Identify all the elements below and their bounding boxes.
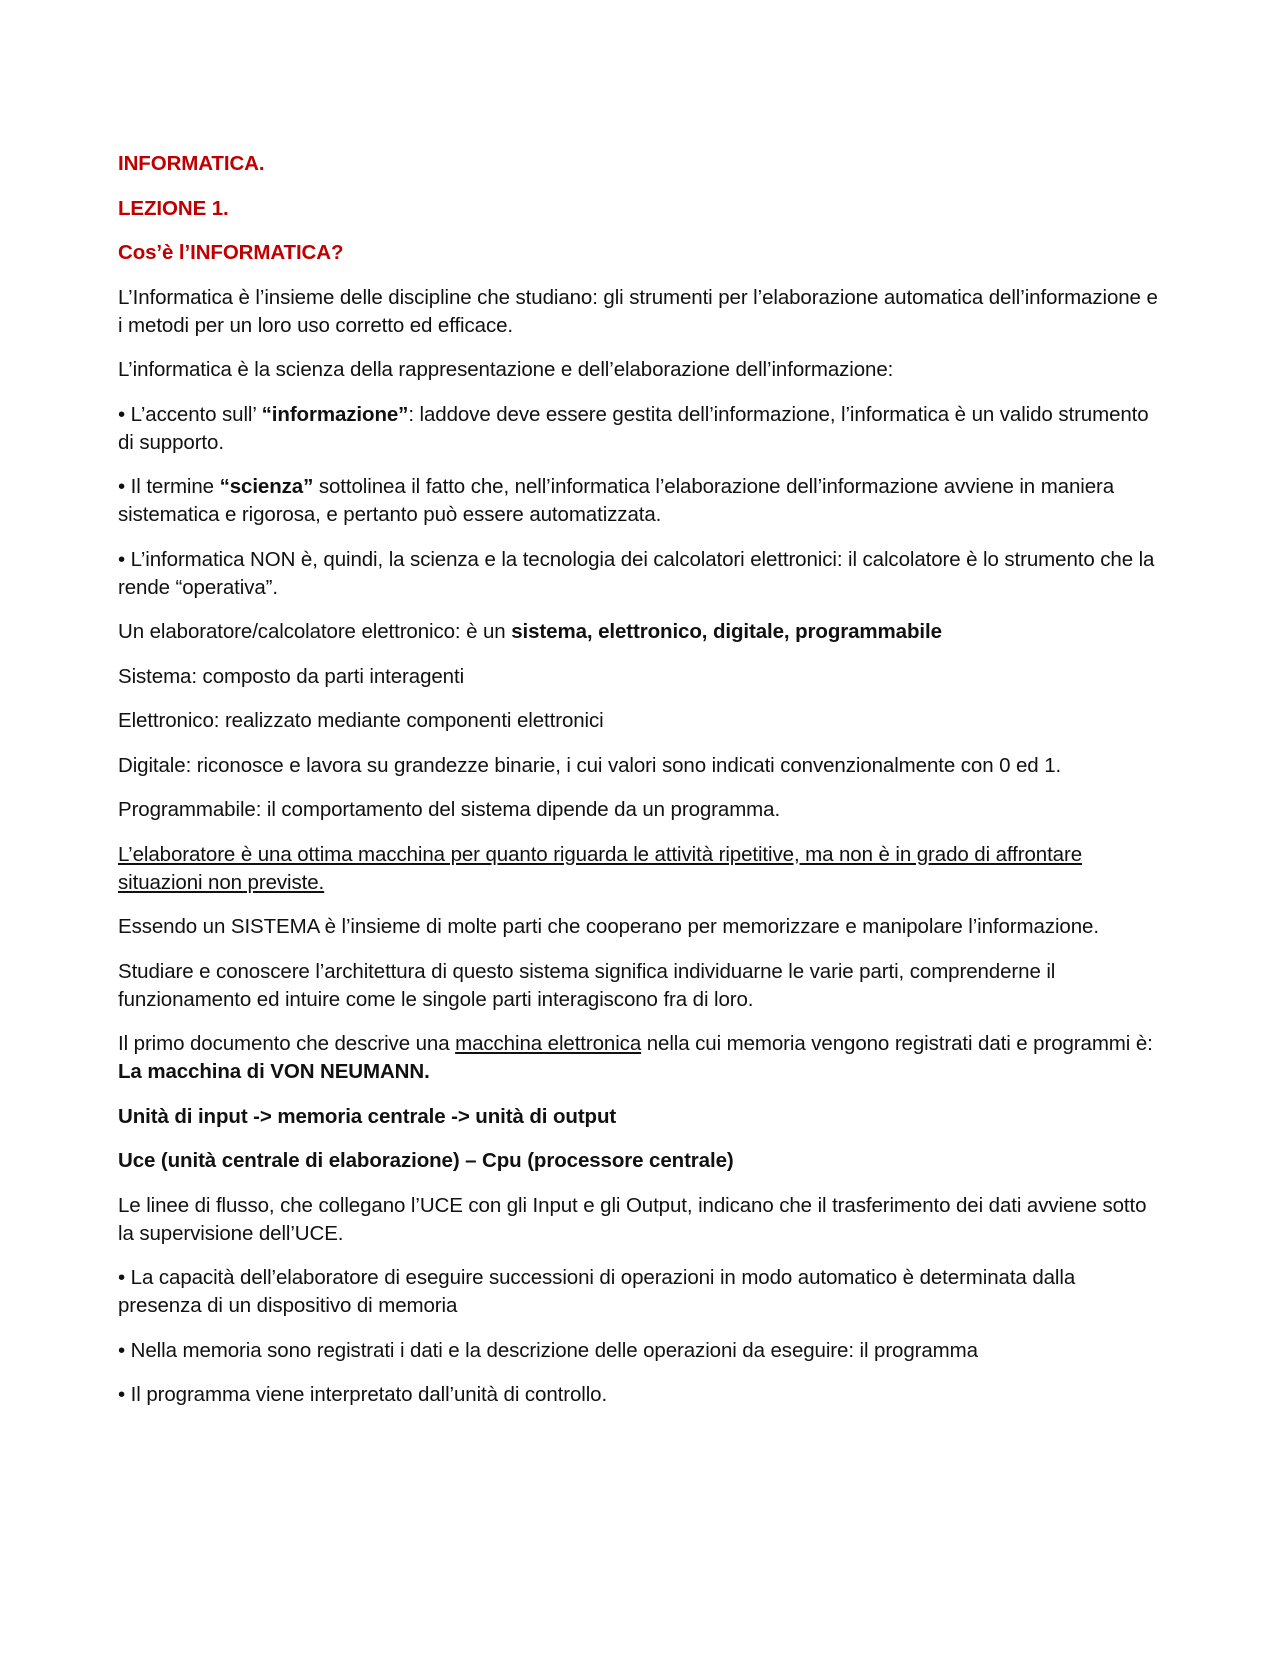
bullet-scienza-post: sottolinea il fatto che, nell’informatica l’elaborazione dell’informazione avviene in maniera sistematica e rigorosa, e pertanto può essere automatizzata. [118,475,1115,526]
macchina-elettronica-link[interactable]: macchina elettronica [455,1032,642,1055]
bullet-scienza [118,473,1158,529]
bullet-non-calcolatori: • L’informatica NON è, quindi, la scienza e la tecnologia dei calcolatori elettronici: il calcolatore è lo strumento che la rende “operativa”. [118,547,1155,599]
lesson-heading: LEZIONE 1. [118,196,229,220]
paragraph-elettronico: Elettronico: realizzato mediante componenti elettronici [118,709,604,732]
bullet-memoria-dispositivo: • La capacità dell’elaboratore di eseguire successioni di operazioni in modo automatico è determinata dalla presenza di un dispositivo di memoria [118,1266,1076,1317]
bullet-scienza-bold: “scienza” [219,475,314,498]
paragraph-elaboratore-pre: Un elaboratore/calcolatore elettronico: è un [118,620,512,643]
doc-title: INFORMATICA. [118,152,265,175]
bullet-informazione-bold: “informazione” [261,402,409,426]
paragraph-sistema: Sistema: composto da parti interagenti [118,664,465,688]
question-heading: Cos’è l’INFORMATICA? [118,241,344,264]
bullet-unita-controllo: • Il programma viene interpretato dall’unità di controllo. [118,1383,608,1406]
paragraph-uce-cpu: Uce (unità centrale di elaborazione) – Cpu (processore centrale) [118,1149,734,1172]
paragraph-underlined-note: L’elaboratore è una ottima macchina per quanto riguarda le attività ripetitive, ma non è in grado di affrontare situazioni non previste. [118,842,1083,894]
paragraph-science: L’informatica è la scienza della rappresentazione e dell’elaborazione dell’informazione: [118,358,894,381]
paragraph-elaboratore-bold: sistema, elettronico, digitale, programmabile [511,620,942,643]
paragraph-definition: L’Informatica è l’insieme delle discipline che studiano: gli strumenti per l’elaborazione automatica dell’informazione e i metodi per un loro uso corretto ed efficace. [118,285,1158,337]
document-body [118,150,1158,1426]
paragraph-von-neumann-mid: nella cui memoria vengono registrati dati e programmi è: [641,1032,1153,1055]
bullet-memoria-programma: • Nella memoria sono registrati i dati e la descrizione delle operazioni da eseguire: il programma [118,1338,978,1362]
bullet-informazione [118,401,1158,457]
paragraph-flow-units: Unità di input -> memoria centrale -> unità di output [118,1104,617,1128]
paragraph-von-neumann-bold: La macchina di VON NEUMANN. [118,1060,430,1083]
paragraph-digitale: Digitale: riconosce e lavora su grandezze binarie, i cui valori sono indicati convenzionalmente con 0 ed 1. [118,753,1062,777]
paragraph-architettura: Studiare e conoscere l’architettura di questo sistema significa individuarne le varie parti, comprenderne il funzionamento ed intuire come le singole parti interagiscono fra di loro. [118,959,1056,1011]
bullet-informazione-pre: • L’accento sull’ [118,402,262,426]
bullet-informazione-post: : laddove deve essere gestita dell’informazione, l’informatica è un valido strumento di supporto. [118,402,1149,454]
bullet-scienza-pre: • Il termine [118,475,220,498]
paragraph-elaboratore [118,618,1158,646]
paragraph-von-neumann [118,1030,1158,1086]
paragraph-von-neumann-pre: Il primo documento che descrive una [118,1032,456,1055]
paragraph-programmabile: Programmabile: il comportamento del sistema dipende da un programma. [118,798,781,821]
paragraph-sistema-parti: Essendo un SISTEMA è l’insieme di molte parti che cooperano per memorizzare e manipolare l’informazione. [118,915,1099,938]
paragraph-linee-flusso: Le linee di flusso, che collegano l’UCE con gli Input e gli Output, indicano che il trasferimento dei dati avviene sotto la supervisione dell’UCE. [118,1193,1147,1245]
